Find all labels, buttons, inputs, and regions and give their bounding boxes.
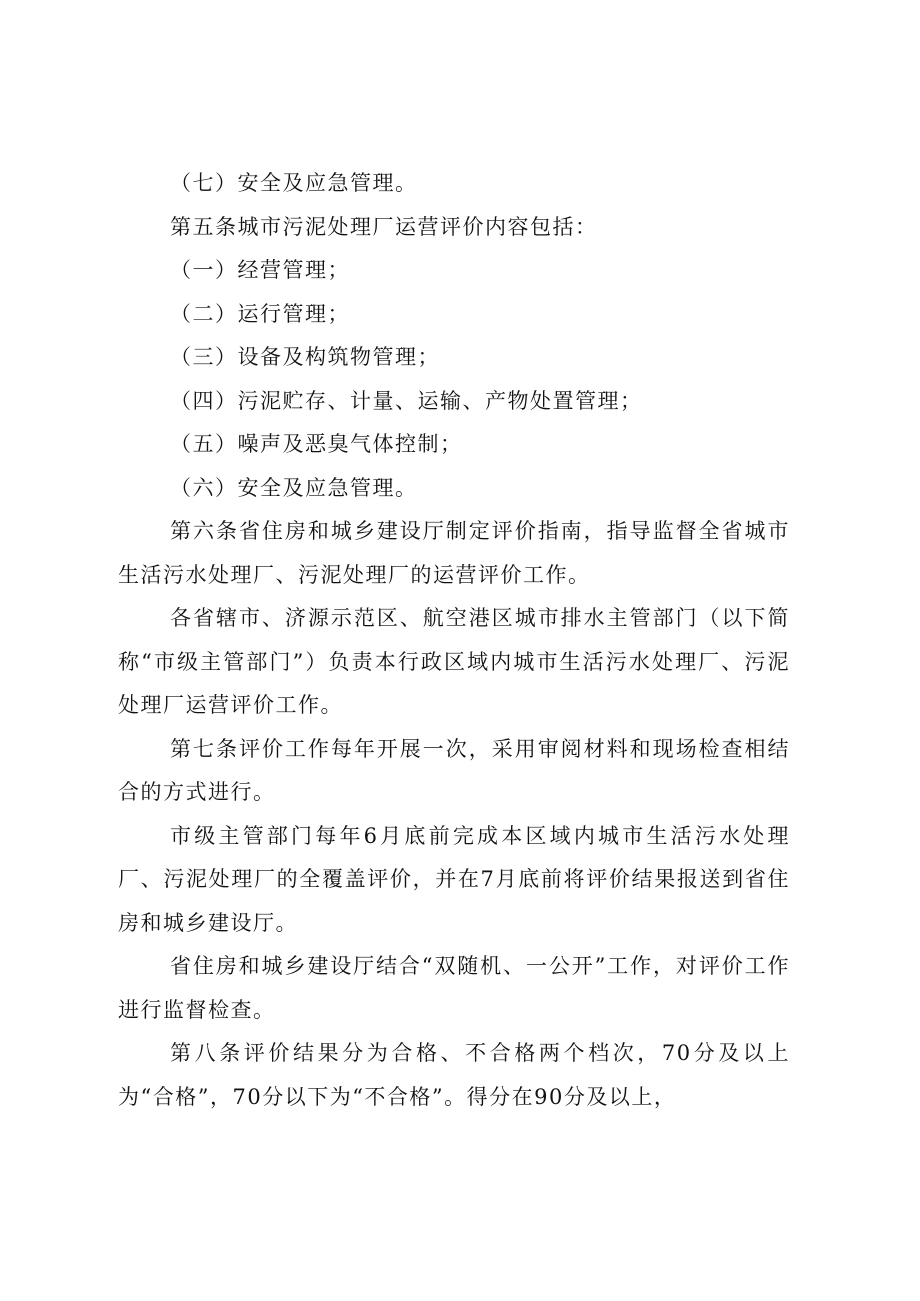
article-7-paragraph: 第七条评价工作每年开展一次，采用审阅材料和现场检查相结合的方式进行。 bbox=[118, 736, 790, 804]
paragraph-item-1: （一）经营管理； bbox=[170, 258, 350, 282]
paragraph-item-2: （二）运行管理； bbox=[170, 301, 350, 326]
article-8-paragraph: 第八条评价结果分为合格、不合格两个档次，70分及以上为“合格”，70分以下为“不合格”。得分在90分及以上， bbox=[118, 1041, 790, 1109]
document-body bbox=[118, 162, 790, 1119]
municipal-authority-paragraph: 各省辖市、济源示范区、航空港区城市排水主管部门（以下简称“市级主管部门”）负责本行政区域内城市生活污水处理厂、污泥处理厂运营评价工作。 bbox=[118, 606, 790, 717]
paragraph-item-5: （五）噪声及恶臭气体控制； bbox=[170, 432, 463, 456]
annual-deadline-paragraph: 市级主管部门每年6月底前完成本区域内城市生活污水处理厂、污泥处理厂的全覆盖评价，并在7月底前将评价结果报送到省住房和城乡建设厅。 bbox=[118, 823, 790, 935]
article-6-paragraph: 第六条省住房和城乡建设厅制定评价指南，指导监督全省城市生活污水处理厂、污泥处理厂的运营评价工作。 bbox=[118, 519, 790, 587]
paragraph-item-4: （四）污泥贮存、计量、运输、产物处置管理； bbox=[170, 388, 643, 413]
paragraph-item-7-safety: （七）安全及应急管理。 bbox=[170, 171, 418, 195]
paragraph-item-3: （三）设备及构筑物管理； bbox=[170, 345, 440, 369]
article-5-heading: 第五条城市污泥处理厂运营评价内容包括： bbox=[170, 214, 598, 239]
paragraph-item-6: （六）安全及应急管理。 bbox=[170, 475, 418, 500]
supervision-paragraph: 省住房和城乡建设厅结合“双随机、一公开”工作，对评价工作进行监督检查。 bbox=[118, 954, 790, 1022]
